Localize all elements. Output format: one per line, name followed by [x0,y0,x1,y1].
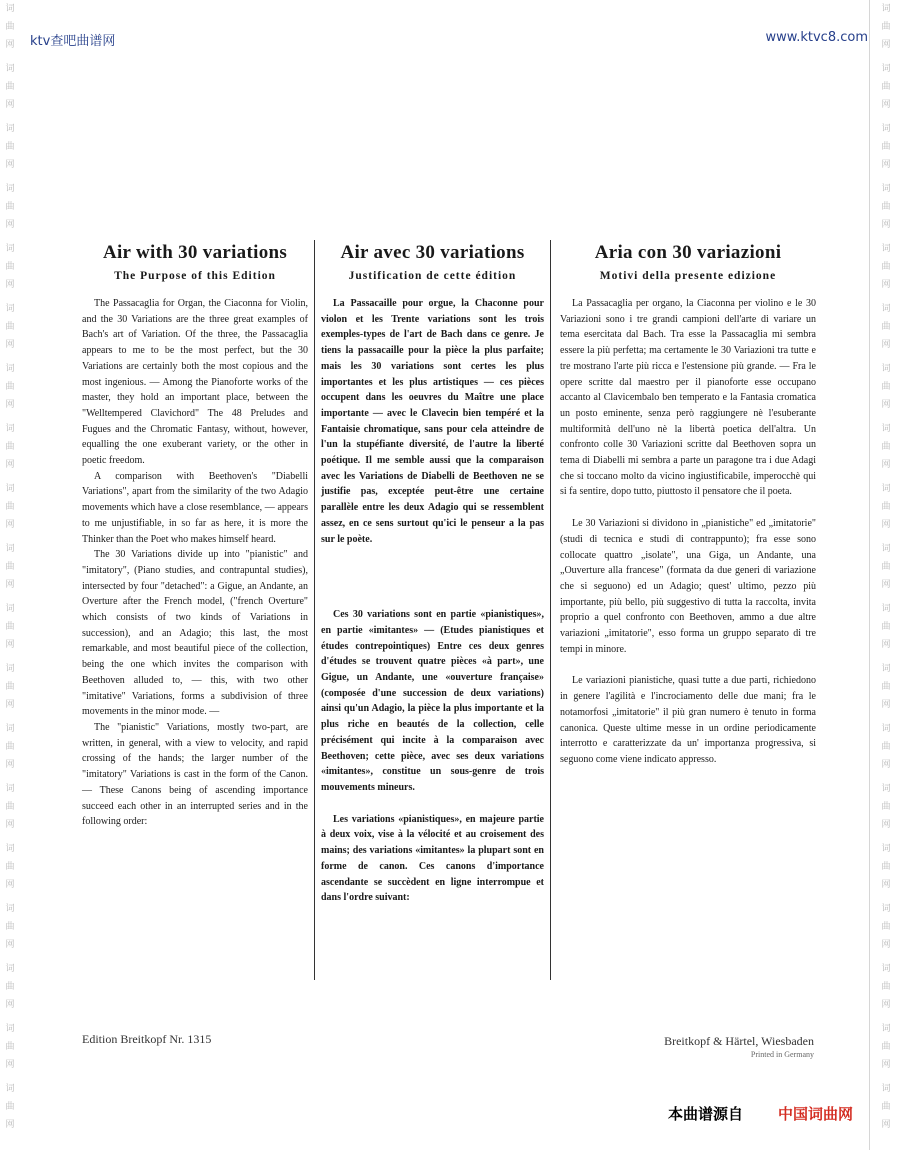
side-watermark-glyph: 网 [881,1000,891,1010]
side-watermark-glyph: 网 [881,100,891,110]
side-watermark-glyph: 曲 [5,562,15,572]
side-watermark-glyph: 网 [881,40,891,50]
side-watermark-glyph: 曲 [5,1042,15,1052]
side-watermark-glyph: 曲 [5,922,15,932]
side-watermark-glyph: 曲 [5,382,15,392]
french-title: Air avec 30 variations [340,242,525,263]
italian-paragraph: Le variazioni pianistiche, quasi tutte a due parti, richiedono in genere l'agilità e l'incrociamento delle due mani; fra le notamorfosi „imitatorie" il più gran numero è tenuto in forma canonica. Queste ultime messe in un ordine periodicamente interrotto e caratterizzate da un' importanza progressiva, si seguono come viene indicato appresso. [560,675,816,765]
side-watermark-glyph: 网 [5,580,15,590]
side-watermark-glyph: 曲 [881,1102,891,1112]
side-watermark-glyph: 词 [5,724,15,734]
watermark-top-left: ktv查吧曲谱网 [30,34,116,49]
side-watermark-glyph: 曲 [881,322,891,332]
preface-columns [82,240,817,980]
side-watermark-glyph: 词 [5,64,15,74]
side-watermark-glyph: 网 [881,400,891,410]
side-watermark-glyph: 网 [881,520,891,530]
side-watermark-glyph: 曲 [881,382,891,392]
side-watermark-glyph: 词 [881,4,891,14]
side-watermark-glyph: 网 [5,160,15,170]
side-watermark-glyph: 词 [881,1084,891,1094]
side-watermark-glyph: 词 [881,964,891,974]
side-watermark-glyph: 网 [5,640,15,650]
edition-number: Edition Breitkopf Nr. 1315 [82,1032,212,1046]
side-watermark-glyph: 词 [881,1024,891,1034]
side-watermark-glyph: 词 [881,664,891,674]
side-watermark-glyph: 曲 [881,622,891,632]
watermark-bottom-source: 本曲谱源自 [668,1105,744,1123]
side-watermark-glyph: 网 [881,880,891,890]
side-watermark-glyph: 曲 [881,562,891,572]
side-watermark-glyph: 网 [881,460,891,470]
side-watermark-glyph: 曲 [5,82,15,92]
side-watermark-glyph: 网 [881,700,891,710]
french-paragraph: La Passacaille pour orgue, la Chaconne pour violon et les Trente variations sont les trois exemples-types de l'art de Bach dans ce genre. Je tiens la passacaille pour la pièce la plus parfaite; mais les 30 variations sont certes les plus importantes et les plus artistiques — ces pièces occupent dans les oeuvres du Maître une place importante — avec le Clavecin bien tempéré et la Fantaisie chromatique, sans pour cela atteindre de l'un la stupéfiante diversité, de l'autre la liberté poétique. Il me semble aussi que la comparaison avec les Variations de Diabelli de Beethoven ne se justifie pas, exceptée peut-être une certaine parallèle entre les deux Adagio qui se ressemblent assez, en ce sens surtout qu'ici le penseur a la pas sur le poète. [321,298,544,545]
french-subtitle: Justification de cette édition [348,270,517,282]
english-subtitle: The Purpose of this Edition [114,270,276,282]
side-watermark-glyph: 曲 [881,502,891,512]
side-watermark-glyph: 网 [5,100,15,110]
side-watermark-glyph: 曲 [5,862,15,872]
side-watermark-glyph: 网 [5,760,15,770]
side-watermark-glyph: 曲 [881,682,891,692]
side-watermark-glyph: 曲 [5,322,15,332]
side-watermark-glyph: 曲 [5,982,15,992]
side-watermark-glyph: 网 [5,820,15,830]
side-watermark-glyph: 曲 [881,982,891,992]
french-column [314,240,550,980]
side-watermark-glyph: 词 [5,484,15,494]
side-watermark-glyph: 曲 [881,202,891,212]
french-paragraph: Ces 30 variations sont en partie «pianistiques», en partie «imitantes» — (Etudes pianistiques et études contrepointiques) Entre ces deux genres d'études se trouvent quatre pièces «à part», une Gigue, un Andante, une «ouverture française» (composée d'une succession de deux variations) ainsi qu'un Adagio, la pièce la plus importante et la plus riche en beautés de la collection, celle précisément qui incite à la comparaison avec Beethoven; cette pièce, avec ses deux variations «imitantes», constitue un sous-genre de trois mouvements mineurs. [321,609,544,793]
side-watermark-glyph: 曲 [881,262,891,272]
italian-column [550,240,816,980]
side-watermark-glyph: 网 [5,1120,15,1130]
side-watermark-glyph: 曲 [881,862,891,872]
side-watermark-glyph: 词 [5,364,15,374]
side-watermark-glyph: 词 [881,844,891,854]
side-watermark-glyph: 词 [5,304,15,314]
side-watermark-glyph: 曲 [5,1102,15,1112]
side-watermark-glyph: 词 [881,244,891,254]
side-watermark-glyph: 词 [5,664,15,674]
side-watermark-glyph: 词 [881,904,891,914]
side-watermark-glyph: 词 [881,784,891,794]
side-watermark-glyph: 曲 [881,142,891,152]
side-watermark-glyph: 词 [881,64,891,74]
side-watermark-glyph: 网 [881,340,891,350]
side-watermark-glyph: 词 [5,244,15,254]
side-watermark-glyph: 词 [881,184,891,194]
side-watermark-glyph: 词 [881,424,891,434]
side-watermark-glyph: 词 [5,544,15,554]
side-watermark-glyph: 网 [881,1060,891,1070]
italian-title: Aria con 30 variazioni [594,242,782,263]
side-watermark-glyph: 曲 [5,502,15,512]
side-watermark-glyph: 词 [5,784,15,794]
side-watermark-glyph: 曲 [5,142,15,152]
side-watermark-glyph: 网 [5,340,15,350]
side-watermark-glyph: 网 [5,40,15,50]
side-watermark-glyph: 词 [881,124,891,134]
side-watermark-glyph: 网 [881,760,891,770]
side-watermark-glyph: 词 [5,184,15,194]
publisher-imprint [664,1034,814,1059]
side-watermark-glyph: 词 [881,364,891,374]
right-margin-rule [869,0,870,1150]
italian-paragraph: La Passacaglia per organo, la Ciaconna per violino e le 30 Variazioni sono i tre grandi campioni dell'arte di variare un tema esercitata dal Bach. Tra esse la Passacaglia mi sembra essere la più perfetta; ma certamente le 30 Variazioni tra tutte e tre mostrano l'arte più ricca e l'estensione più grande. — Fra le opere scritte dal maestro per il pianoforte esse occupano accanto al Clavicembalo ben temperato e la Fantasia cromatica un posto eminente, senza però raggiungere nè l'esuberante multiformità dell'uno nè la libertà poetica dell'altra. Un confronto colle 30 Variazioni scritte dal Beethoven sopra un tema di Diabelli mi sembra a parte un paragone tra i due Adagi che si toccano molto da vicino ingiustificabile, imperocchè qui si fa sentire, dopo tutto, piuttosto il pensatore che il poeta. [560,298,816,498]
side-watermark-glyph: 网 [881,820,891,830]
french-paragraph: Les variations «pianistiques», en majeure partie à deux voix, vise à la vélocité et au croisement des mains; des variations «imitantes» la plupart sont en forme de canon. Ces canons d'importance ascendante se succèdent en ligne interrompue et dans l'ordre suivant: [321,813,544,904]
english-title: Air with 30 variations [102,242,288,263]
side-watermark-glyph: 词 [5,124,15,134]
side-watermark-glyph: 网 [5,1000,15,1010]
side-watermark-glyph: 词 [5,424,15,434]
side-watermark-glyph: 网 [5,880,15,890]
side-watermark-glyph: 词 [5,604,15,614]
side-watermark-glyph: 词 [5,1084,15,1094]
italian-paragraph: Le 30 Variazioni si dividono in „pianistiche" ed „imitatorie" (studi di tecnica e studi di contrappunto); fra esse sono collocate quattro „isolate", una Giga, un Andante, una „Ouverture alla francese" (formata da due generi di variazione che si seguono) ed un Adagio; quest' ultimo, pezzo più importante, più bello, più suggestivo di tutta la raccolta, invita proprio a quel confronto con Beethoven, ammo a due altre variazioni „imitatorie", esso forma un gruppo separato di tre tempi in minore. [560,518,816,655]
side-watermark-glyph: 词 [5,844,15,854]
side-watermark-glyph: 网 [881,940,891,950]
side-watermark-glyph: 曲 [881,802,891,812]
side-watermark-glyph: 网 [5,940,15,950]
side-watermark-glyph: 曲 [5,682,15,692]
left-watermark-strip [2,0,18,1150]
side-watermark-glyph: 曲 [881,1042,891,1052]
publisher-name: Breitkopf & Härtel, Wiesbaden [664,1034,814,1048]
english-paragraph: The "pianistic" Variations, mostly two-part, are written, in general, with a view to velocity, and rapid crossing of the hands; the larger number of the "imitatory" Variations is cast in the form of the Canon. — These Canons being of ascending importance succeed each other in an interrupted series and in the following order: [82,721,308,828]
side-watermark-glyph: 曲 [5,742,15,752]
side-watermark-glyph: 词 [881,724,891,734]
side-watermark-glyph: 词 [881,544,891,554]
side-watermark-glyph: 网 [881,160,891,170]
side-watermark-glyph: 网 [5,280,15,290]
side-watermark-glyph: 曲 [881,742,891,752]
watermark-top-right: www.ktvc8.com [765,30,868,45]
side-watermark-glyph: 网 [881,580,891,590]
side-watermark-glyph: 网 [5,520,15,530]
english-paragraph: The 30 Variations divide up into "pianistic" and "imitatory", (Piano studies, and contrapuntal studies), intersected by four "detached": a Gigue, an Andante, an Overture after the French model, ("french Overture" which consists of two kinds of Variations in succession), and an Adagio; this last, the most remarkable, and most beautiful piece of the collection, being the one which invites the comparison with Beethoven alluded to, — this, with two other "imitative" Variations, forms a subdivision of three movements in the minor mode. — [82,549,308,718]
side-watermark-glyph: 词 [5,1024,15,1034]
side-watermark-glyph: 网 [881,220,891,230]
side-watermark-glyph: 曲 [5,262,15,272]
side-watermark-glyph: 词 [5,904,15,914]
side-watermark-glyph: 曲 [881,22,891,32]
side-watermark-glyph: 网 [5,1060,15,1070]
side-watermark-glyph: 网 [881,640,891,650]
side-watermark-glyph: 网 [881,280,891,290]
side-watermark-glyph: 词 [881,304,891,314]
side-watermark-glyph: 词 [5,964,15,974]
english-paragraph: The Passacaglia for Organ, the Ciaconna for Violin, and the 30 Variations are the three great examples of Bach's art of Variation. Of the three, the Passacaglia appears to me to be the most perfect, but the 30 Variations are certainly both the most copious and the most ingenious. — Among the Pianoforte works of the master, they hold an important place, between the "Welltempered Clavichord" The 48 Preludes and Fugues and the Chromatic Fantasy, without, however, equalling the one exuberant variety, or the other in poetic freedom. [82,298,308,467]
side-watermark-glyph: 网 [5,460,15,470]
side-watermark-glyph: 曲 [5,442,15,452]
right-watermark-strip [878,0,894,1150]
side-watermark-glyph: 曲 [881,82,891,92]
side-watermark-glyph: 网 [5,220,15,230]
side-watermark-glyph: 网 [5,400,15,410]
watermark-bottom-site: 中国词曲网 [778,1105,854,1123]
side-watermark-glyph: 曲 [881,442,891,452]
side-watermark-glyph: 曲 [5,622,15,632]
side-watermark-glyph: 曲 [881,922,891,932]
side-watermark-glyph: 词 [5,4,15,14]
side-watermark-glyph: 网 [881,1120,891,1130]
italian-subtitle: Motivi della presente edizione [599,270,777,282]
side-watermark-glyph: 曲 [5,22,15,32]
side-watermark-glyph: 曲 [5,202,15,212]
side-watermark-glyph: 网 [5,700,15,710]
english-paragraph: A comparison with Beethoven's "Diabelli Variations", apart from the similarity of the two Adagio movements which have a close resemblance, — appears to me unjustifiable, in so far as here, it is more the Thinker than the Poet who makes himself heard. [82,470,308,545]
side-watermark-glyph: 词 [881,604,891,614]
printed-in-note: Printed in Germany [750,1050,814,1059]
english-column [82,240,314,980]
side-watermark-glyph: 曲 [5,802,15,812]
side-watermark-glyph: 词 [881,484,891,494]
